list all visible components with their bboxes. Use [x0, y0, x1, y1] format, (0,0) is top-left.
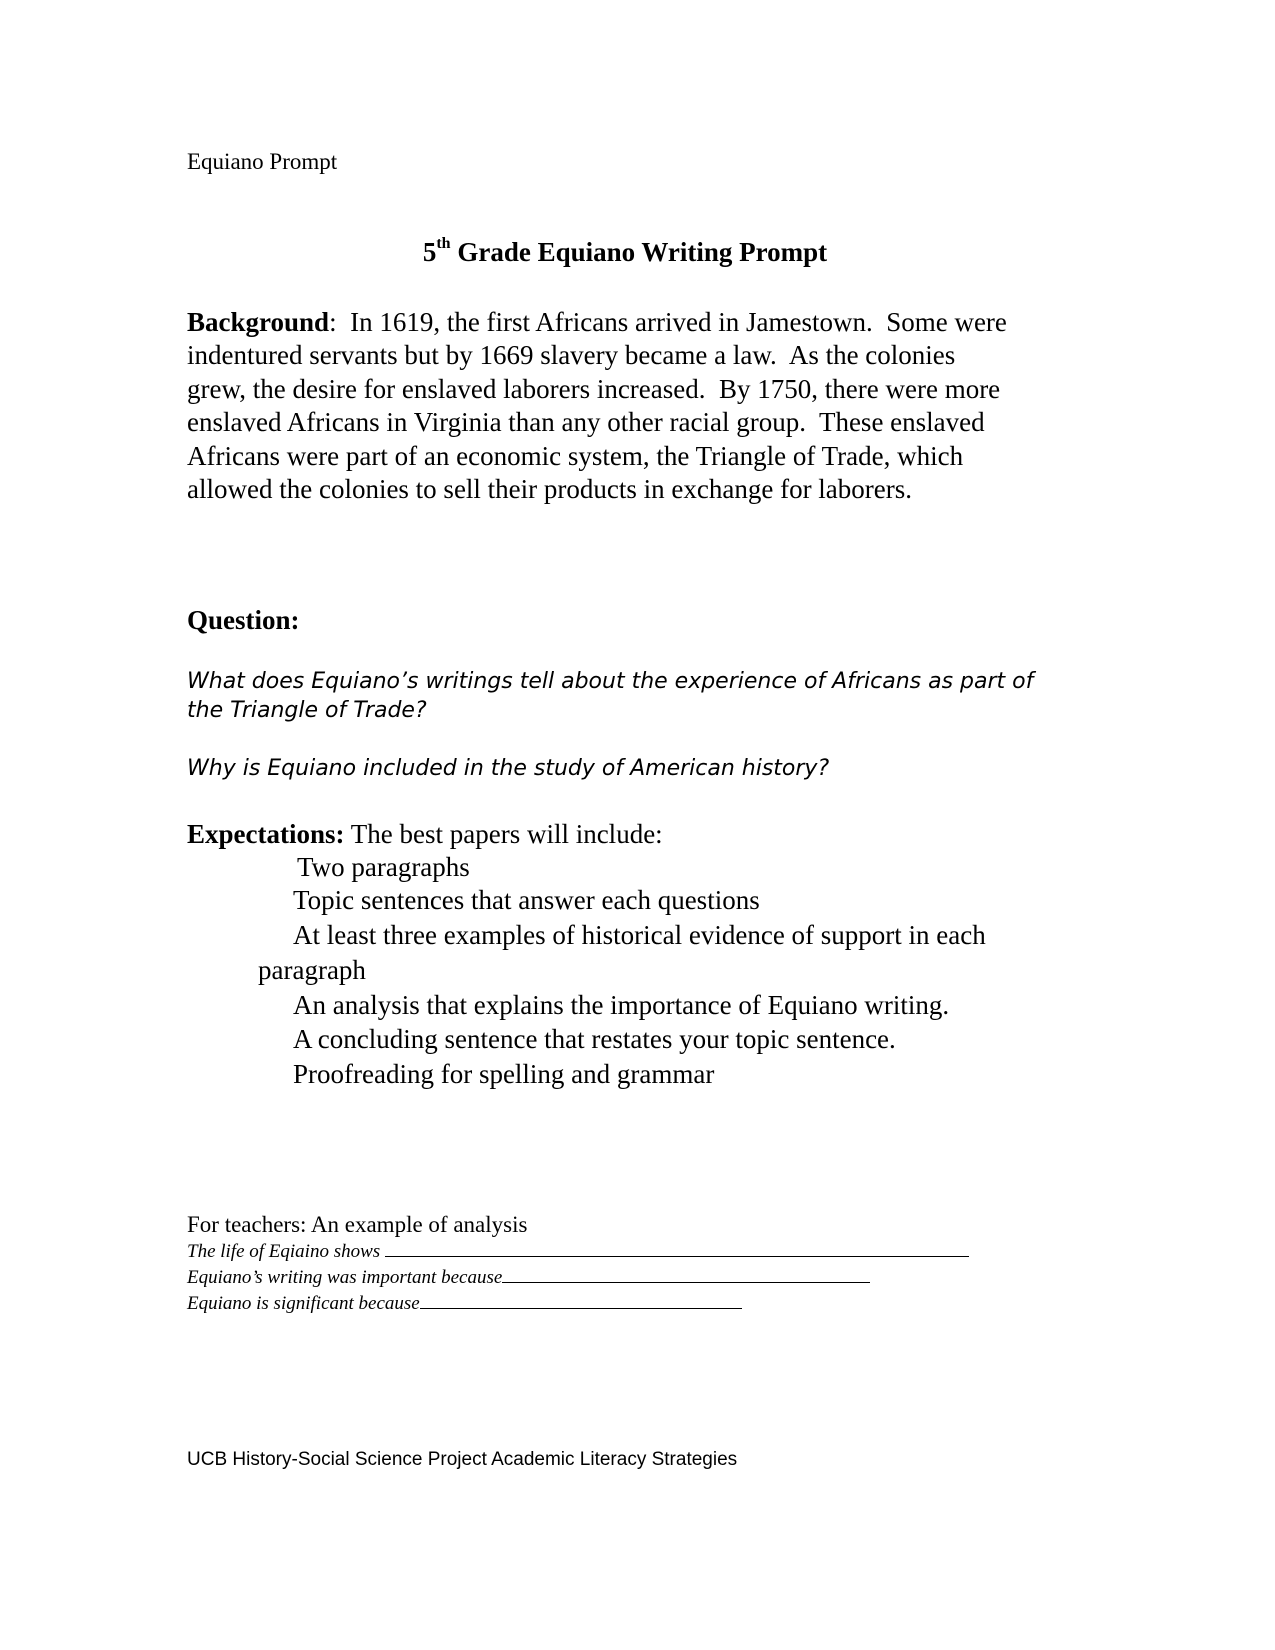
- expectation-item: Proofreading for spelling and grammar: [293, 1059, 715, 1089]
- background-separator: :: [329, 307, 337, 337]
- analysis-line-text: Equiano is significant because: [187, 1293, 420, 1314]
- page-title: [0, 237, 1250, 268]
- answer-blank: [385, 1238, 969, 1257]
- background-line: indentured servants but by 1669 slavery became a law. As the colonies: [187, 340, 956, 371]
- analysis-line: [187, 1264, 870, 1289]
- analysis-line-text: Equiano’s writing was important because: [187, 1267, 503, 1288]
- expectation-item: paragraph: [258, 955, 366, 985]
- expectation-item: Topic sentences that answer each questions: [293, 885, 760, 915]
- expectations-line: [187, 819, 663, 850]
- question-one-line: the Triangle of Trade?: [187, 697, 427, 723]
- background-line: [187, 306, 1087, 339]
- background-paragraph: [187, 306, 1087, 506]
- expectation-item: A concluding sentence that restates your topic sentence.: [293, 1024, 896, 1054]
- question-heading: Question:: [187, 605, 300, 635]
- background-line-text: In 1619, the first Africans arrived in Jamestown. Some were: [336, 307, 1007, 337]
- title-grade-number: 5: [422, 237, 437, 267]
- expectation-item: At least three examples of historical evidence of support in each: [293, 920, 986, 950]
- background-line: enslaved Africans in Virginia than any other racial group. These enslaved: [187, 407, 985, 438]
- document-header-label: Equiano Prompt: [187, 149, 338, 174]
- footer-text: UCB History-Social Science Project Academic Literacy Strategies: [187, 1449, 738, 1470]
- background-label: Background: [187, 307, 330, 337]
- question-one-line: What does Equiano’s writings tell about the experience of Africans as part of: [187, 669, 1034, 694]
- answer-blank: [502, 1264, 870, 1283]
- title-text: Grade Equiano Writing Prompt: [450, 237, 828, 267]
- background-line: grew, the desire for enslaved laborers increased. By 1750, there were more: [187, 373, 1001, 404]
- analysis-line: [187, 1290, 742, 1315]
- expectation-item: An analysis that explains the importance of Equiano writing.: [293, 990, 950, 1020]
- question-two: Why is Equiano included in the study of American history?: [187, 756, 830, 781]
- analysis-line: [187, 1238, 969, 1263]
- background-line: allowed the colonies to sell their products in exchange for laborers.: [187, 474, 913, 505]
- question-one: [187, 668, 1033, 725]
- expectations-intro: The best papers will include:: [344, 819, 663, 849]
- answer-blank: [420, 1290, 742, 1309]
- background-line: Africans were part of an economic system, the Triangle of Trade, which: [187, 440, 964, 471]
- title-grade-suffix: th: [436, 235, 451, 252]
- teachers-heading: For teachers: An example of analysis: [187, 1212, 528, 1237]
- analysis-line-text: The life of Eqiaino shows: [187, 1241, 385, 1262]
- expectations-label: Expectations:: [187, 819, 345, 849]
- expectation-item: Two paragraphs: [297, 852, 470, 882]
